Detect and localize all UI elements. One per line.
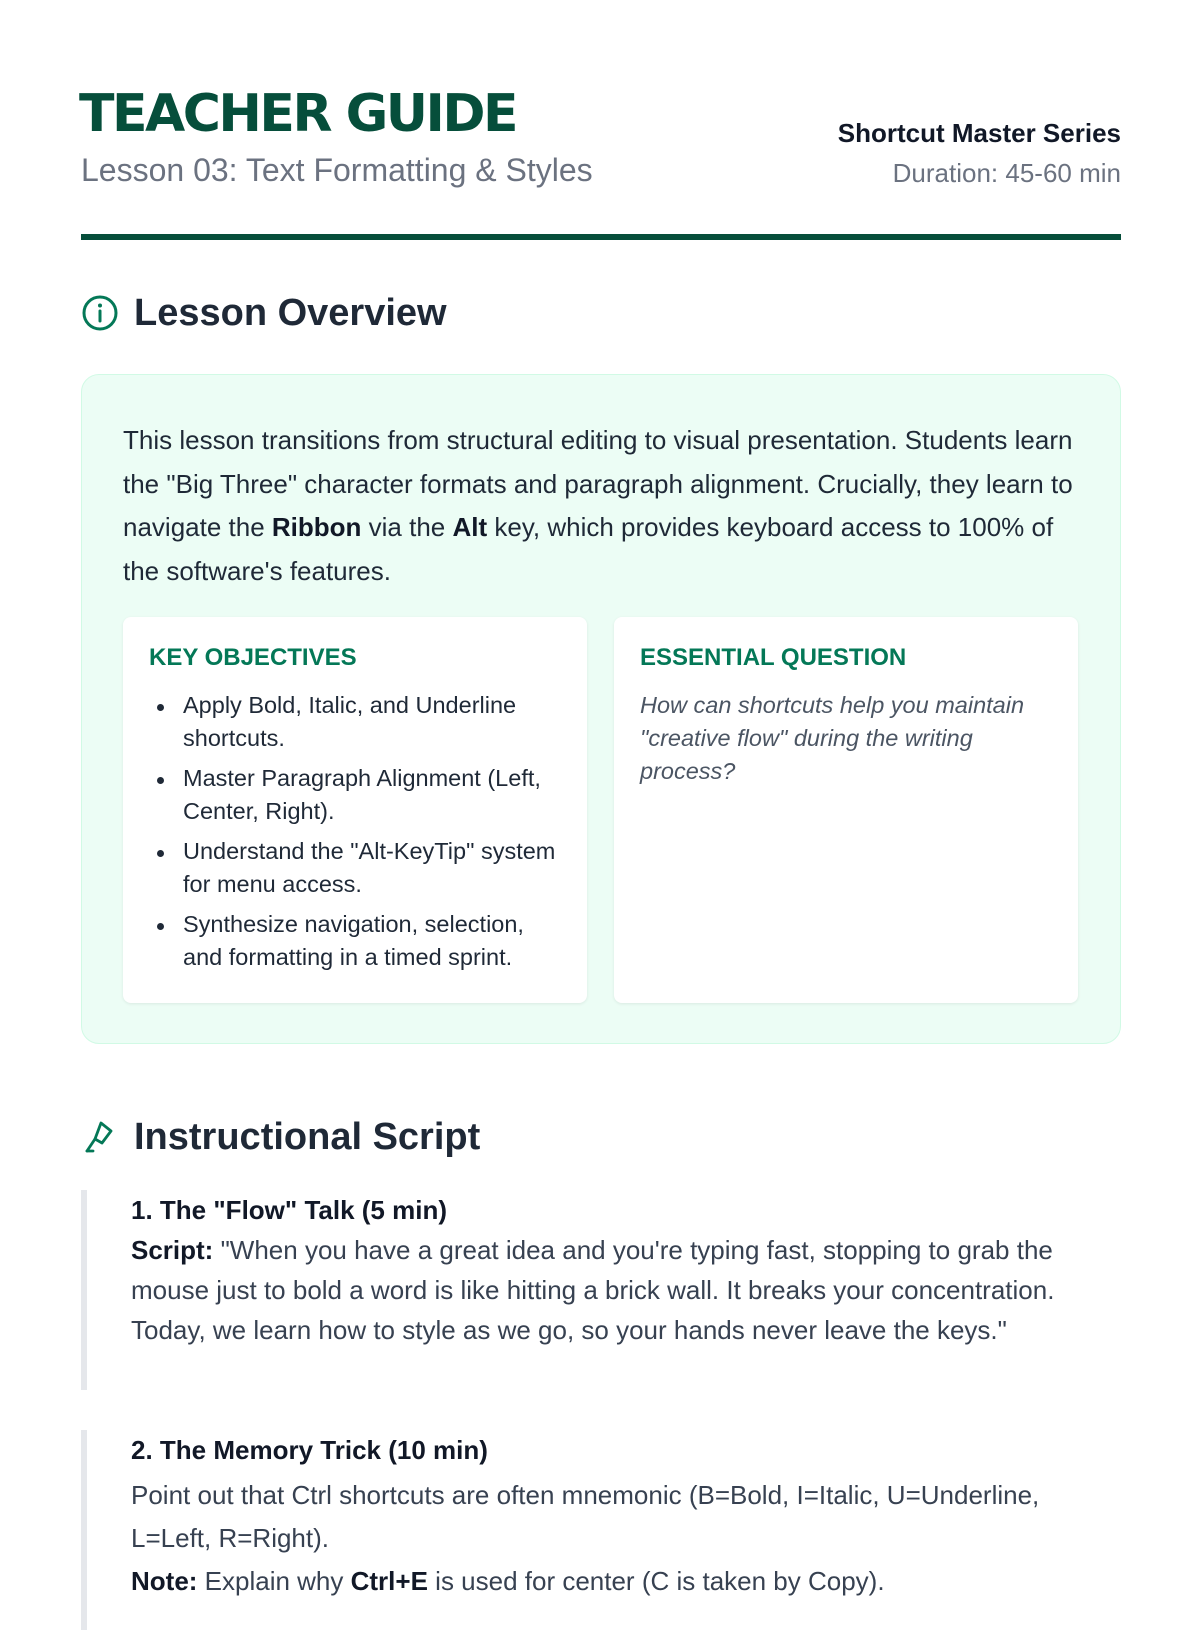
script-text: "When you have a great idea and you're typing fast, stopping to grab the mouse just to bold a word is like hitting a brick wall. It breaks your concentration. Today, we learn how to style as we go, so your hands never leave the keys." [131,1235,1055,1345]
lesson-duration: Duration: 45-60 min [892,158,1121,188]
overview-intro [123,419,1083,593]
step-title: 2. The Memory Trick (10 min) [131,1435,488,1465]
overview-panel [81,374,1121,1044]
intro-ribbon-term: Ribbon [271,512,362,542]
list-item: Synthesize navigation, selection, and formatting in a timed sprint. [149,908,569,974]
series-name: Shortcut Master Series [837,118,1121,148]
key-objectives-card [123,617,587,1003]
info-circle-icon [81,294,119,332]
step-title: 1. The "Flow" Talk (5 min) [131,1195,447,1225]
essential-question-card [614,617,1078,1003]
list-item: Understand the "Alt-KeyTip" system for menu access. [149,835,569,901]
intro-text-end: key, which provides keyboard access to 100% of the software's features. [123,512,1054,586]
intro-text-start: This lesson transitions from structural editing to visual presentation. Students learn the "Big Three" character formats and paragraph alignment. Crucially, they learn to navigate the [123,425,1073,542]
overview-title: Lesson Overview [134,292,447,334]
note-text-start: Explain why [197,1566,351,1596]
step-text: Point out that Ctrl shortcuts are often mnemonic (B=Bold, I=Italic, U=Underline, L=Left, R=Right). [131,1480,1040,1553]
note-text-end: is used for center (C is taken by Copy). [427,1566,885,1596]
essential-question-text: How can shortcuts help you maintain "creative flow" during the writing process? [640,692,1025,784]
essential-question-title: ESSENTIAL QUESTION [640,644,907,671]
note-shortcut-key: Ctrl+E [350,1566,428,1596]
microphone-icon [81,1118,119,1156]
lesson-subtitle: Lesson 03: Text Formatting & Styles [81,152,593,188]
list-item: Apply Bold, Italic, and Underline shortcuts. [149,689,569,755]
intro-alt-term: Alt [452,512,488,542]
intro-text-mid: via the [361,512,453,542]
step-body [131,1474,1091,1603]
step-body [131,1230,1091,1350]
page-title: TEACHER GUIDE [79,84,517,144]
document-header [81,84,1121,214]
script-step-1 [81,1190,1121,1390]
script-step-2 [81,1430,1121,1630]
key-objectives-title: KEY OBJECTIVES [149,644,357,671]
script-label: Script: [131,1235,214,1265]
note-label: Note: [131,1566,198,1596]
header-divider [81,234,1121,240]
objectives-list [149,689,569,981]
list-item: Master Paragraph Alignment (Left, Center, Right). [149,762,569,828]
script-title: Instructional Script [134,1116,481,1158]
